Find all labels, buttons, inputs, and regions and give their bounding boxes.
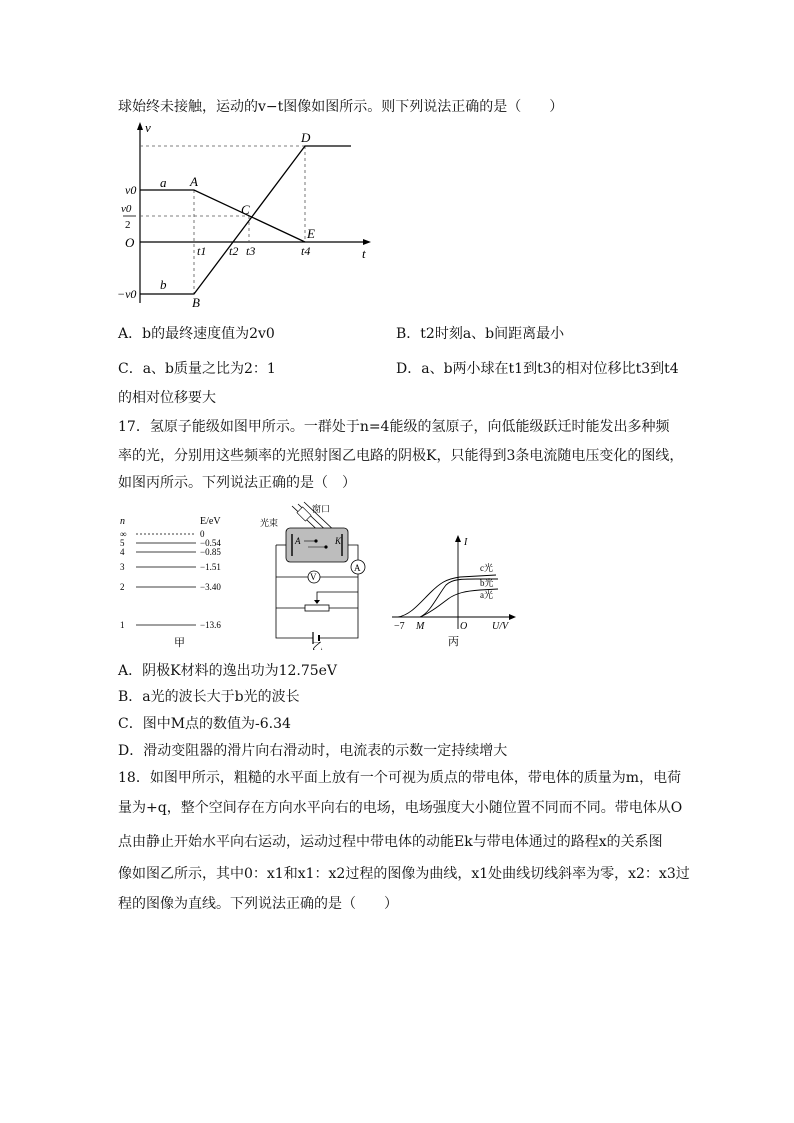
q18-line-3: 点由静止开始水平向右运动，运动过程中带电体的动能Ek与带电体通过的路程x的关系图 bbox=[118, 834, 663, 850]
window bbox=[297, 507, 311, 521]
energy-level-value: −13.6 bbox=[200, 620, 221, 630]
q16-option-c: C．a、b质量之比为2：1 bbox=[118, 361, 276, 377]
label-UV: U/V bbox=[492, 621, 509, 632]
label-M: M bbox=[416, 621, 425, 632]
label-E: E bbox=[307, 226, 315, 241]
q17-option-b: B．a光的波长大于b光的波长 bbox=[118, 689, 300, 705]
label-b-light: b光 bbox=[480, 578, 494, 588]
label-ammeter: A bbox=[354, 563, 361, 573]
q17-stem-1: 17．氢原子能级如图甲所示。一群处于n=4能级的氢原子，向低能级跃迁时能发出多种频 bbox=[118, 419, 670, 435]
rheostat bbox=[305, 605, 329, 611]
label-t2: t2 bbox=[229, 244, 239, 258]
label-c-light: c光 bbox=[480, 563, 493, 573]
energy-level-value: −0.54 bbox=[200, 538, 221, 548]
label-v0: v0 bbox=[125, 183, 137, 197]
q16-option-d: D．a、b两小球在t1到t3的相对位移比t3到t4 bbox=[396, 361, 679, 377]
q16-vt-graph bbox=[115, 120, 375, 310]
label-C: C bbox=[241, 202, 250, 217]
energy-levels bbox=[120, 529, 221, 630]
energy-level-n: ∞ bbox=[120, 529, 127, 539]
caption-jia: 甲 bbox=[174, 637, 185, 649]
caption-yi: 乙 bbox=[312, 641, 323, 650]
iu-curves bbox=[390, 533, 520, 648]
caption-bing: 丙 bbox=[448, 636, 459, 648]
q17-stem-3: 如图丙所示。下列说法正确的是（ ） bbox=[118, 475, 356, 491]
label-beam: 光束 bbox=[260, 518, 279, 528]
label-origin: O bbox=[125, 235, 135, 250]
label-D: D bbox=[301, 130, 311, 145]
energy-level-value: 0 bbox=[200, 529, 205, 539]
energy-level-value: −3.40 bbox=[200, 582, 221, 592]
q16-intro: 球始终未接触，运动的v−t图像如图所示。则下列说法正确的是（ ） bbox=[118, 99, 564, 115]
label-t3: t3 bbox=[246, 244, 256, 258]
label-b: b bbox=[160, 277, 167, 292]
label-t4: t4 bbox=[301, 244, 311, 258]
energy-level-diagram bbox=[116, 512, 246, 652]
label-a-light: a光 bbox=[480, 590, 493, 600]
label-window: 窗口 bbox=[312, 504, 331, 514]
label-t: t bbox=[362, 246, 366, 261]
energy-level-n: 1 bbox=[120, 620, 125, 630]
photoelectric-circuit bbox=[258, 500, 378, 650]
energy-level-n: 4 bbox=[120, 547, 125, 557]
label-minus7: −7 bbox=[394, 621, 405, 632]
q17-option-a: A．阴极K材料的逸出功为12.75eV bbox=[118, 663, 338, 679]
label-A: A bbox=[190, 174, 198, 189]
energy-level-n: 2 bbox=[120, 582, 125, 592]
energy-level-n: 5 bbox=[120, 538, 125, 548]
label-half-den: 2 bbox=[125, 219, 131, 231]
q17-stem-2: 率的光，分别用这些频率的光照射图乙电路的阴极K，只能得到3条电流随电压变化的图线， bbox=[118, 448, 684, 464]
label-O: O bbox=[460, 621, 468, 632]
q18-line-2: 量为+q，整个空间存在方向水平向右的电场，电场强度大小随位置不同而不同。带电体从O bbox=[118, 800, 683, 816]
label-I: I bbox=[464, 537, 468, 548]
q18-line-5: 程的图像为直线。下列说法正确的是（ ） bbox=[118, 896, 398, 912]
v-axis-arrow bbox=[137, 122, 143, 130]
q17-option-c: C．图中M点的数值为-6.34 bbox=[118, 716, 291, 732]
energy-level-value: −0.85 bbox=[200, 547, 221, 557]
q18-line-4: 像如图乙所示，其中0：x1和x1：x2过程的图像为曲线，x1处曲线切线斜率为零，x2：x3过 bbox=[118, 866, 690, 882]
energy-level-n: 3 bbox=[120, 562, 125, 572]
t-axis-arrow bbox=[363, 239, 371, 245]
label-a: a bbox=[160, 175, 167, 190]
label-cathode: K bbox=[335, 536, 342, 546]
q17-option-d: D．滑动变阻器的滑片向右滑动时，电流表的示数一定持续增大 bbox=[118, 743, 508, 759]
label-neg-v0: −v0 bbox=[117, 287, 137, 301]
label-energy-unit: E/eV bbox=[200, 516, 221, 527]
q16-option-b: B．t2时刻a、b间距离最小 bbox=[396, 326, 565, 342]
q18-line-1: 18．如图甲所示，粗糙的水平面上放有一个可视为质点的带电体，带电体的质量为m，电荷 bbox=[118, 770, 682, 786]
q16-option-d-cont: 的相对位移要大 bbox=[118, 390, 216, 406]
label-v: v bbox=[145, 120, 151, 135]
label-n: n bbox=[120, 516, 125, 527]
guide-lines bbox=[140, 146, 305, 294]
q16-option-a: A．b的最终速度值为2v0 bbox=[118, 326, 275, 342]
label-voltmeter: V bbox=[310, 572, 317, 582]
label-anode: A bbox=[295, 536, 301, 546]
label-half-num: v0 bbox=[121, 203, 132, 215]
label-B: B bbox=[192, 295, 200, 310]
curve-b bbox=[140, 146, 351, 294]
energy-level-value: −1.51 bbox=[200, 562, 221, 572]
label-t1: t1 bbox=[197, 244, 207, 258]
